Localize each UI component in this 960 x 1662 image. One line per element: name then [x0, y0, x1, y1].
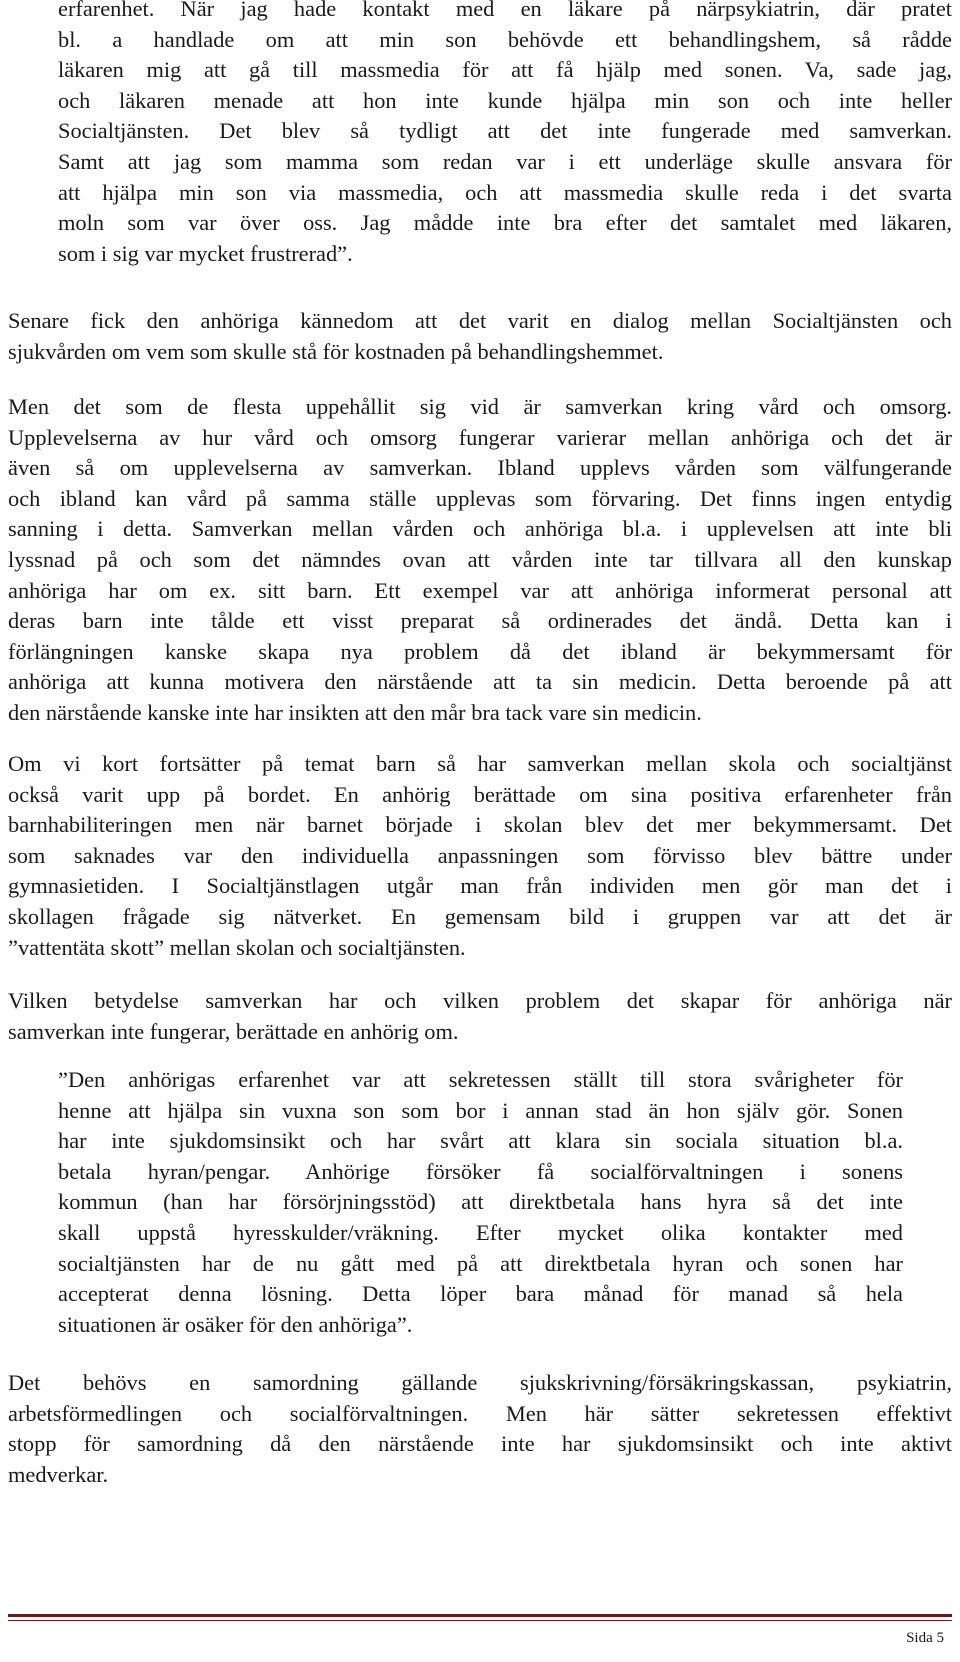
text-line: sanning i detta. Samverkan mellan vården och anhöriga bl.a. i upplevelsen att inte bli	[8, 516, 952, 542]
text-line: anhöriga att kunna motivera den närstående att ta sin medicin. Detta beroende på att	[8, 669, 952, 695]
text-line: och läkaren menade att hon inte kunde hjälpa min son och inte heller	[58, 87, 952, 113]
text-line: läkaren mig att gå till massmedia för att få hjälp med sonen. Va, sade jag,	[58, 57, 952, 83]
paragraph-coordination-need	[8, 1368, 952, 1490]
text-line: skall uppstå hyresskulder/vräkning. Efter mycket olika kontakter med	[58, 1219, 903, 1245]
text-line: anhöriga har om ex. sitt barn. Ett exempel var att anhöriga informerat personal att	[8, 577, 952, 603]
text-line: medverkar.	[8, 1461, 109, 1487]
text-line: henne att hjälpa sin vuxna son som bor i annan stad än hon själv gör. Sonen	[58, 1097, 903, 1123]
text-line: som i sig var mycket frustrerad”.	[58, 240, 353, 266]
text-line: moln som var över oss. Jag mådde inte bra efter det samtalet med läkaren,	[58, 210, 952, 236]
paragraph-school-social-services	[8, 749, 952, 963]
text-line: kommun (han har försörjningsstöd) att direktbetala hans hyra så det inte	[58, 1189, 903, 1215]
text-line: Men det som de flesta uppehållit sig vid är samverkan kring vård och omsorg.	[8, 394, 952, 419]
text-line: erfarenhet. När jag hade kontakt med en läkare på närpsykiatrin, där pratet	[58, 0, 952, 21]
text-line: och ibland kan vård på samma ställe upplevas som förvaring. Det finns ingen entydig	[8, 485, 952, 511]
paragraph-cooperation-problems	[8, 986, 952, 1047]
quote-paragraph-continued	[8, 0, 952, 269]
text-line: den närstående kanske inte har insikten att den mår bra tack vare sin medicin.	[8, 699, 702, 725]
text-line: socialtjänsten har de nu gått med på att direktbetala hyran och sonen har	[58, 1250, 903, 1276]
text-line: bl. a handlade om att min son behövde ett behandlingshem, så rådde	[58, 26, 952, 52]
text-line: Vilken betydelse samverkan har och vilken problem det skapar för anhöriga när	[8, 988, 952, 1013]
text-line: Socialtjänsten. Det blev så tydligt att det inte fungerade med samverkan.	[58, 118, 952, 144]
text-line: som saknades var den individuella anpassningen som förvisso blev bättre under	[8, 842, 952, 868]
text-line: också varit upp på bordet. En anhörig berättade om sina positiva erfarenheter från	[8, 781, 952, 807]
text-line: stopp för samordning då den närstående inte har sjukdomsinsikt och inte aktivt	[8, 1431, 952, 1457]
text-line: lyssnad på och som det nämndes ovan att vården inte tar tillvara all den kunskap	[8, 546, 952, 572]
text-line: samverkan inte fungerar, berättade en anhörig om.	[8, 1018, 459, 1044]
paragraph-cost-dialog	[8, 306, 952, 367]
text-line: arbetsförmedlingen och socialförvaltningen. Men här sätter sekretessen effektivt	[8, 1400, 952, 1426]
text-line: betala hyran/pengar. Anhörige försöker få socialförvaltningen i sonens	[58, 1158, 903, 1184]
text-line: Det behövs en samordning gällande sjukskrivning/försäkringskassan, psykiatrin,	[8, 1370, 952, 1395]
text-line: gymnasietiden. I Socialtjänstlagen utgår man från individen men gör man det i	[8, 873, 952, 899]
text-line: barnhabiliteringen men när barnet började i skolan blev det mer bekymmersamt. Det	[8, 812, 952, 838]
text-line: har inte sjukdomsinsikt och har svårt att klara sin sociala situation bl.a.	[58, 1128, 903, 1154]
footer-rule-thin	[8, 1620, 952, 1621]
quote-paragraph-confidentiality	[58, 1065, 903, 1340]
text-line: ”vattentäta skott” mellan skolan och socialtjänsten.	[8, 934, 466, 960]
paragraph-care-cooperation	[8, 392, 952, 729]
page-number: Sida 5	[906, 1630, 944, 1646]
text-line: även så om upplevelserna av samverkan. Ibland upplevs vården som välfungerande	[8, 455, 952, 481]
text-line: att hjälpa min son via massmedia, och att massmedia skulle reda i det svarta	[58, 179, 952, 205]
text-line: sjukvården om vem som skulle stå för kostnaden på behandlingshemmet.	[8, 338, 664, 364]
text-line: skollagen frågade sig nätverket. En gemensam bild i gruppen var att det är	[8, 903, 952, 929]
text-line: Upplevelserna av hur vård och omsorg fungerar varierar mellan anhöriga och det är	[8, 424, 952, 450]
text-line: Senare fick den anhöriga kännedom att det varit en dialog mellan Socialtjänsten och	[8, 308, 952, 333]
text-line: situationen är osäker för den anhöriga”.	[58, 1311, 413, 1337]
text-line: Samt att jag som mamma som redan var i ett underläge skulle ansvara för	[58, 148, 952, 174]
text-line: deras barn inte tålde ett visst preparat så ordinerades det ändå. Detta kan i	[8, 608, 952, 634]
text-line: ”Den anhörigas erfarenhet var att sekretessen ställt till stora svårigheter för	[58, 1067, 903, 1092]
text-line: förlängningen kanske skapa nya problem då det ibland är bekymmersamt för	[8, 638, 952, 664]
footer-rule-thick	[8, 1614, 952, 1617]
text-line: Om vi kort fortsätter på temat barn så har samverkan mellan skola och socialtjänst	[8, 751, 952, 776]
text-line: accepterat denna lösning. Detta löper bara månad för manad så hela	[58, 1281, 903, 1307]
